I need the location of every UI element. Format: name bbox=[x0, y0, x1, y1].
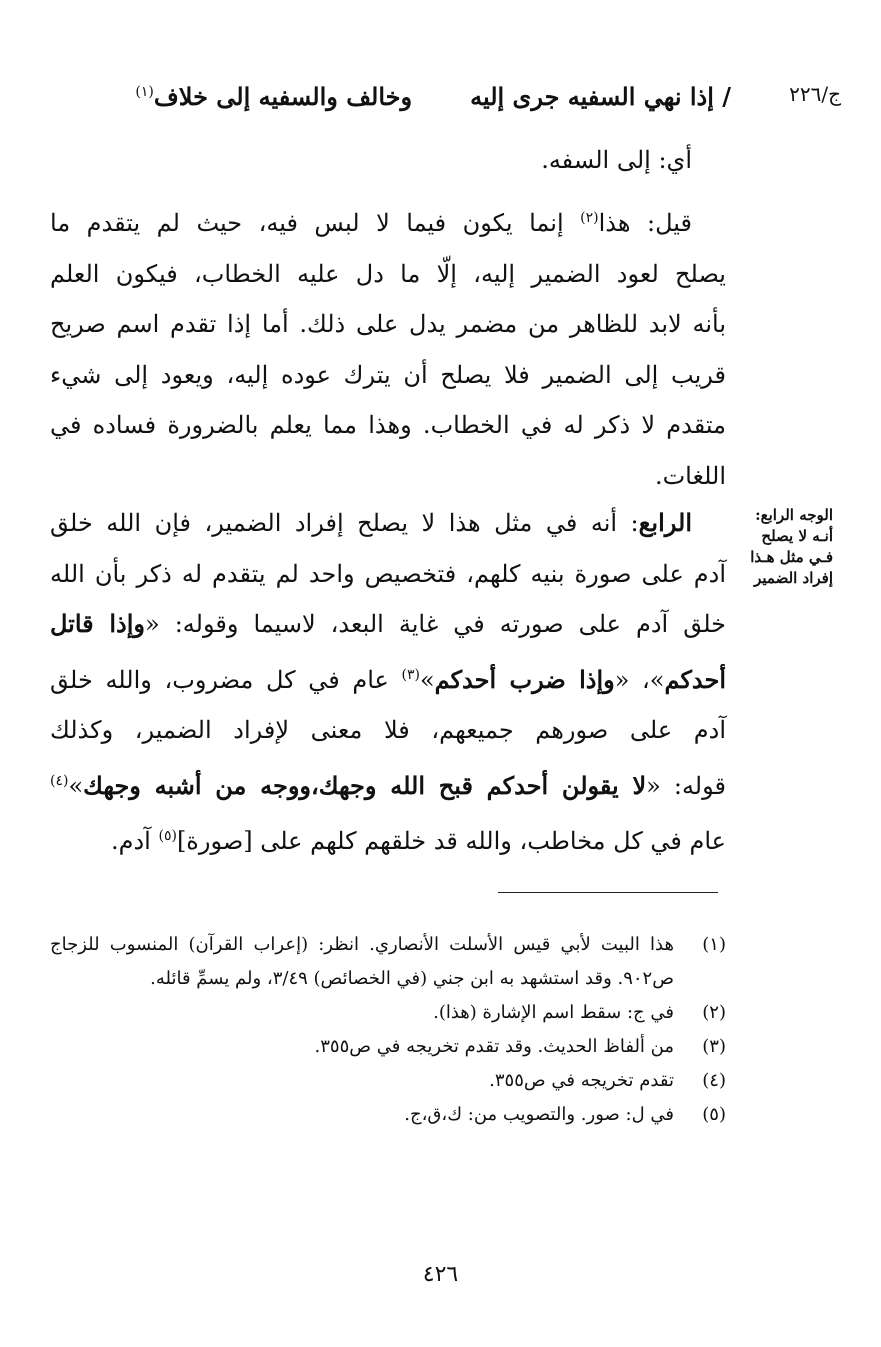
footnotes bbox=[50, 928, 726, 1132]
poetry-verse bbox=[41, 82, 731, 111]
footnote-item bbox=[50, 996, 726, 1030]
footnote-item bbox=[50, 928, 726, 996]
paragraph-2-line: اللغات. bbox=[654, 461, 726, 490]
paragraph-2-line: قيل: هذا$^{(٢)}$ إنما يكون فيما لا لبس فيه، حيث لم يتقدم ما bbox=[50, 209, 693, 237]
footnote-number: (١) bbox=[702, 934, 726, 955]
section-lead-word: الرابع bbox=[638, 508, 692, 537]
footnote-text: تقدم تخريجه في ص٣٥٥. bbox=[489, 1070, 674, 1091]
paragraph-2-line: يصلح لعود الضمير إليه، إلّا ما دل عليه الخطاب، فيكون العلم bbox=[50, 259, 726, 288]
footnote-text: من ألفاظ الحديث. وقد تقدم تخريجه في ص٣٥٥. bbox=[314, 1036, 674, 1057]
footnote-text: في ج: سقط اسم الإشارة (هذا). bbox=[433, 1002, 674, 1023]
footnote-number: (٣) bbox=[702, 1036, 726, 1057]
footnote-ref-3: (٣) bbox=[401, 666, 420, 683]
footnote-ref-1: (١) bbox=[135, 84, 154, 100]
footnote-number: (٥) bbox=[702, 1104, 726, 1125]
footnote-ref-2: (٢) bbox=[580, 210, 599, 226]
footnote-text: هذا البيت لأبي قيس الأسلت الأنصاري. انظر: (إعراب القرآن) المنسوب للزجاج ص٩٠٢. وقد استشهد به ابن جني (في الخصائص) ٣/٤٩، ولم يسمِّ قائله. bbox=[50, 934, 674, 989]
paragraph-3-line: عام في كل مخاطب، والله قد خلقهم كلهم على [صورة]$^{(٥)}$ آدم. bbox=[110, 827, 726, 855]
paragraph-3-line: آدم على صورة بنيه كلهم، فتخصيص واحد لم يتقدم له ذكر بأن الله bbox=[50, 559, 726, 588]
paragraph-2-line: متقدم لا ذكر له في الخطاب. وهذا مما يعلم بالضرورة فساده في bbox=[50, 411, 726, 439]
paragraph-3-line: قوله: «لا يقولن أحدكم قبح الله وجهك،ووجه من أشبه وجهك»$^{(٤)}$ bbox=[50, 770, 726, 800]
footnote-ref-5: (٥) bbox=[158, 828, 177, 844]
volume-page-reference: ج/٢٢٦ bbox=[789, 82, 841, 106]
margin-note bbox=[725, 505, 833, 589]
paragraph-3-line: آدم على صورهم جميعهم، فلا معنى لإفراد الضمير، وكذلك bbox=[50, 716, 726, 744]
footnote-separator bbox=[498, 892, 718, 893]
footnote-number: (٢) bbox=[702, 1002, 726, 1023]
footnote-item bbox=[50, 1030, 726, 1064]
footnote-item bbox=[50, 1064, 726, 1098]
paragraph-3-line: أحدكم»، «وإذا ضرب أحدكم»$^{(٣)}$ عام في كل مضروب، والله خلق bbox=[50, 664, 726, 694]
margin-note-line: فـي مثل هـذا bbox=[750, 548, 833, 566]
footnote-item bbox=[50, 1098, 726, 1132]
margin-note-line: أنـه لا يصلح bbox=[761, 527, 833, 545]
footnote-ref-4: (٤) bbox=[50, 772, 69, 789]
verse-hemistich-2: وخالف والسفيه إلى خلاف$^{(١)}$ bbox=[135, 82, 413, 111]
page-number: ٤٢٦ bbox=[422, 1262, 459, 1287]
paragraph-3 bbox=[50, 498, 726, 867]
paragraph-3-line: خلق آدم على صورته في غاية البعد، لاسيما وقوله: «وإذا قاتل bbox=[50, 609, 726, 638]
paragraph-3-line: الرابع: أنه في مثل هذا لا يصلح إفراد الضمير، فإن الله خلق bbox=[50, 508, 692, 537]
footnote-number: (٤) bbox=[702, 1070, 726, 1091]
paragraph-2-line: قريب إلى الضمير فلا يصلح أن يترك عوده إليه، ويعود إلى شيء bbox=[50, 360, 726, 389]
verse-hemistich-1: / إذا نهي السفيه جرى إليه bbox=[470, 82, 731, 111]
paragraph-2-line: بأنه لابد للظاهر من مضمر يدل على ذلك. أما إذا تقدم اسم صريح bbox=[50, 310, 726, 338]
margin-note-line: إفراد الضمير bbox=[754, 569, 833, 587]
paragraph-1: أي: إلى السفه. bbox=[541, 146, 692, 174]
margin-note-line: الوجه الرابع: bbox=[755, 506, 833, 524]
paragraph-2 bbox=[50, 193, 726, 501]
footnote-text: في ل: صور. والتصويب من: ك،ق،ج. bbox=[404, 1104, 674, 1125]
